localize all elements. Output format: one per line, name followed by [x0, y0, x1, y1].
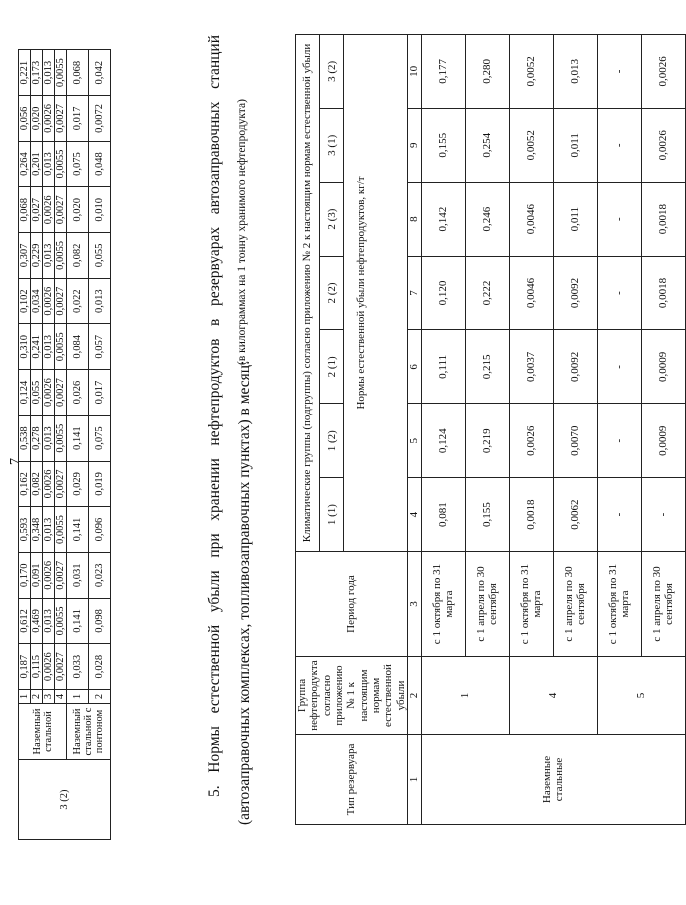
header-tank-type: Тип резервуара [296, 735, 408, 825]
value-cell: 0,215 [465, 330, 509, 404]
column-number: 9 [407, 108, 421, 182]
value-cell: - [597, 108, 641, 182]
value-cell: 0,0055 [55, 141, 67, 187]
value-cell: 0,0072 [89, 96, 111, 142]
value-cell: - [597, 256, 641, 330]
header-norms-spacer [377, 34, 407, 551]
value-cell: 0,056 [19, 96, 31, 142]
value-cell: 0,082 [67, 233, 89, 279]
value-cell: 0,229 [31, 233, 43, 279]
period-cell: с 1 апреля по 30 сентября [641, 552, 685, 657]
value-cell: 0,0026 [43, 96, 55, 142]
climate-col-header: 1 (1) [320, 478, 344, 552]
value-cell: 0,0027 [55, 644, 67, 690]
column-number: 3 [407, 552, 421, 657]
column-number: 1 [407, 735, 421, 825]
value-cell: 0,010 [89, 187, 111, 233]
table-row [19, 50, 31, 840]
value-cell: 0,162 [19, 461, 31, 507]
value-cell: 0,170 [19, 552, 31, 598]
continuation-table [18, 49, 111, 840]
table-row [421, 34, 465, 824]
value-cell: 0,013 [553, 34, 597, 108]
value-cell: 0,0026 [43, 461, 55, 507]
value-cell: - [641, 478, 685, 552]
climate-col-header: 2 (1) [320, 330, 344, 404]
climate-zone-cell: 3 (2) [19, 760, 111, 840]
value-cell: 0,124 [421, 404, 465, 478]
value-cell: 0,222 [465, 256, 509, 330]
value-cell: 0,0070 [553, 404, 597, 478]
value-cell: 0,011 [553, 182, 597, 256]
value-cell: 0,102 [19, 278, 31, 324]
value-cell: 0,031 [67, 552, 89, 598]
value-cell: 0,264 [19, 141, 31, 187]
value-cell: 0,0027 [55, 461, 67, 507]
value-cell: 0,0052 [509, 108, 553, 182]
header-period: Период года [296, 552, 408, 657]
value-cell: 0,219 [465, 404, 509, 478]
value-cell: 0,0055 [55, 233, 67, 279]
value-cell: 0,013 [43, 324, 55, 370]
value-cell: 0,141 [67, 415, 89, 461]
value-cell: 0,115 [31, 644, 43, 690]
value-cell: - [597, 330, 641, 404]
value-cell: 0,0026 [641, 108, 685, 182]
column-number: 6 [407, 330, 421, 404]
column-number: 10 [407, 34, 421, 108]
climate-col-header: 1 (2) [320, 404, 344, 478]
header-climate-groups: Климатические группы (подгруппы) согласно приложению № 2 к настоящим нормам естественной убыли [296, 34, 320, 551]
value-cell: 0,0027 [55, 278, 67, 324]
value-cell: 0,042 [89, 50, 111, 96]
table-row [597, 34, 641, 824]
value-cell: 0,013 [89, 278, 111, 324]
value-cell: 0,091 [31, 552, 43, 598]
period-cell: с 1 октября по 31 марта [597, 552, 641, 657]
value-cell: 0,310 [19, 324, 31, 370]
value-cell: 0,254 [465, 108, 509, 182]
value-cell: 0,0046 [509, 256, 553, 330]
period-cell: с 1 октября по 31 марта [509, 552, 553, 657]
value-cell: 0,013 [43, 415, 55, 461]
value-cell: 0,0092 [553, 330, 597, 404]
value-cell: 0,173 [31, 50, 43, 96]
value-cell: 0,068 [19, 187, 31, 233]
value-cell: 0,0055 [55, 415, 67, 461]
table-row [509, 34, 553, 824]
value-cell: 0,068 [67, 50, 89, 96]
value-cell: 0,026 [67, 370, 89, 416]
value-cell: 0,278 [31, 415, 43, 461]
value-cell: 0,0055 [55, 324, 67, 370]
value-cell: 0,0027 [55, 552, 67, 598]
value-cell: 0,013 [43, 598, 55, 644]
climate-col-header: 3 (1) [320, 108, 344, 182]
climate-col-header: 3 (2) [320, 34, 344, 108]
value-cell: 0,033 [67, 644, 89, 690]
value-cell: 0,013 [43, 141, 55, 187]
value-cell: 0,019 [89, 461, 111, 507]
tank-type-cell: Наземный стальной [19, 704, 67, 760]
product-group-cell: 1 [421, 657, 509, 735]
value-cell: 0,027 [31, 187, 43, 233]
value-cell: 0,0026 [43, 644, 55, 690]
value-cell: 0,034 [31, 278, 43, 324]
group-cell: 3 [43, 690, 55, 704]
value-cell: 0,0046 [509, 182, 553, 256]
value-cell: 0,593 [19, 507, 31, 553]
value-cell: 0,055 [89, 233, 111, 279]
value-cell: 0,155 [421, 108, 465, 182]
value-cell: 0,155 [465, 478, 509, 552]
value-cell: 0,201 [31, 141, 43, 187]
value-cell: 0,0026 [43, 552, 55, 598]
header-norms: Нормы естественной убыли нефтепродуктов, кг/т [344, 34, 377, 551]
value-cell: 0,307 [19, 233, 31, 279]
value-cell: 0,469 [31, 598, 43, 644]
value-cell: 0,221 [19, 50, 31, 96]
value-cell: 0,023 [89, 552, 111, 598]
period-cell: с 1 октября по 31 марта [421, 552, 465, 657]
value-cell: 0,084 [67, 324, 89, 370]
group-cell: 1 [19, 690, 31, 704]
value-cell: 0,246 [465, 182, 509, 256]
value-cell: 0,0055 [55, 598, 67, 644]
value-cell: 0,0026 [509, 404, 553, 478]
value-cell: 0,013 [43, 233, 55, 279]
value-cell: 0,612 [19, 598, 31, 644]
value-cell: 0,0026 [43, 187, 55, 233]
value-cell: 0,0027 [55, 96, 67, 142]
period-cell: с 1 апреля по 30 сентября [465, 552, 509, 657]
value-cell: 0,055 [31, 370, 43, 416]
value-cell: - [597, 34, 641, 108]
value-cell: - [597, 478, 641, 552]
value-cell: 0,280 [465, 34, 509, 108]
value-cell: 0,0018 [641, 182, 685, 256]
product-group-cell: 4 [509, 657, 597, 735]
column-number: 2 [407, 657, 421, 735]
group-cell: 4 [55, 690, 67, 704]
value-cell: 0,075 [67, 141, 89, 187]
units-note: (в килограммах на 1 тонну хранимого нефтепродукта) [236, 99, 248, 365]
climate-col-header: 2 (3) [320, 182, 344, 256]
value-cell: 0,0062 [553, 478, 597, 552]
value-cell: - [597, 182, 641, 256]
value-cell: 0,120 [421, 256, 465, 330]
column-number: 4 [407, 478, 421, 552]
value-cell: 0,177 [421, 34, 465, 108]
value-cell: 0,348 [31, 507, 43, 553]
value-cell: 0,0027 [55, 370, 67, 416]
header-product-group: Группа нефтепродукта согласно приложению № 1 к настоящим нормам естественной убыли [296, 657, 408, 735]
value-cell: 0,048 [89, 141, 111, 187]
section-number: 5. [206, 785, 223, 797]
value-cell: 0,075 [89, 415, 111, 461]
value-cell: 0,0026 [43, 278, 55, 324]
value-cell: 0,017 [89, 370, 111, 416]
value-cell: 0,187 [19, 644, 31, 690]
value-cell: 0,142 [421, 182, 465, 256]
period-cell: с 1 апреля по 30 сентября [553, 552, 597, 657]
value-cell: 0,538 [19, 415, 31, 461]
group-cell: 2 [31, 690, 43, 704]
column-number: 8 [407, 182, 421, 256]
tank-type-cell: Наземный стальной с понтоном [67, 704, 111, 760]
value-cell: 0,0092 [553, 256, 597, 330]
value-cell: 0,011 [553, 108, 597, 182]
value-cell: 0,0055 [55, 50, 67, 96]
value-cell: 0,0037 [509, 330, 553, 404]
page-number: 7 [8, 458, 23, 465]
value-cell: 0,241 [31, 324, 43, 370]
value-cell: 0,013 [43, 507, 55, 553]
value-cell: 0,0027 [55, 187, 67, 233]
column-number: 5 [407, 404, 421, 478]
value-cell: 0,111 [421, 330, 465, 404]
value-cell: 0,0009 [641, 404, 685, 478]
value-cell: 0,082 [31, 461, 43, 507]
value-cell: - [597, 404, 641, 478]
table-row [67, 50, 89, 840]
value-cell: 0,013 [43, 50, 55, 96]
product-group-cell: 5 [597, 657, 685, 735]
value-cell: 0,0018 [641, 256, 685, 330]
norms-table [295, 34, 686, 825]
value-cell: 0,081 [421, 478, 465, 552]
group-cell: 2 [89, 690, 111, 704]
group-cell: 1 [67, 690, 89, 704]
value-cell: 0,022 [67, 278, 89, 324]
value-cell: 0,0009 [641, 330, 685, 404]
value-cell: 0,020 [31, 96, 43, 142]
value-cell: 0,029 [67, 461, 89, 507]
value-cell: 0,0052 [509, 34, 553, 108]
value-cell: 0,0018 [509, 478, 553, 552]
value-cell: 0,098 [89, 598, 111, 644]
value-cell: 0,141 [67, 507, 89, 553]
value-cell: 0,0026 [43, 370, 55, 416]
tank-type-cell: Наземные стальные [421, 735, 685, 825]
value-cell: 0,0055 [55, 507, 67, 553]
section-title: Нормы естественной убыли при хранении нефтепродуктов в резервуарах автозаправочных станций (автозаправочных комплексах, топливозаправочных пунктах) в месяц: [206, 35, 253, 825]
value-cell: 0,017 [67, 96, 89, 142]
value-cell: 0,020 [67, 187, 89, 233]
climate-col-header: 2 (2) [320, 256, 344, 330]
column-number: 7 [407, 256, 421, 330]
value-cell: 0,141 [67, 598, 89, 644]
value-cell: 0,124 [19, 370, 31, 416]
value-cell: 0,057 [89, 324, 111, 370]
section-heading [200, 35, 260, 825]
value-cell: 0,0026 [641, 34, 685, 108]
value-cell: 0,028 [89, 644, 111, 690]
value-cell: 0,096 [89, 507, 111, 553]
